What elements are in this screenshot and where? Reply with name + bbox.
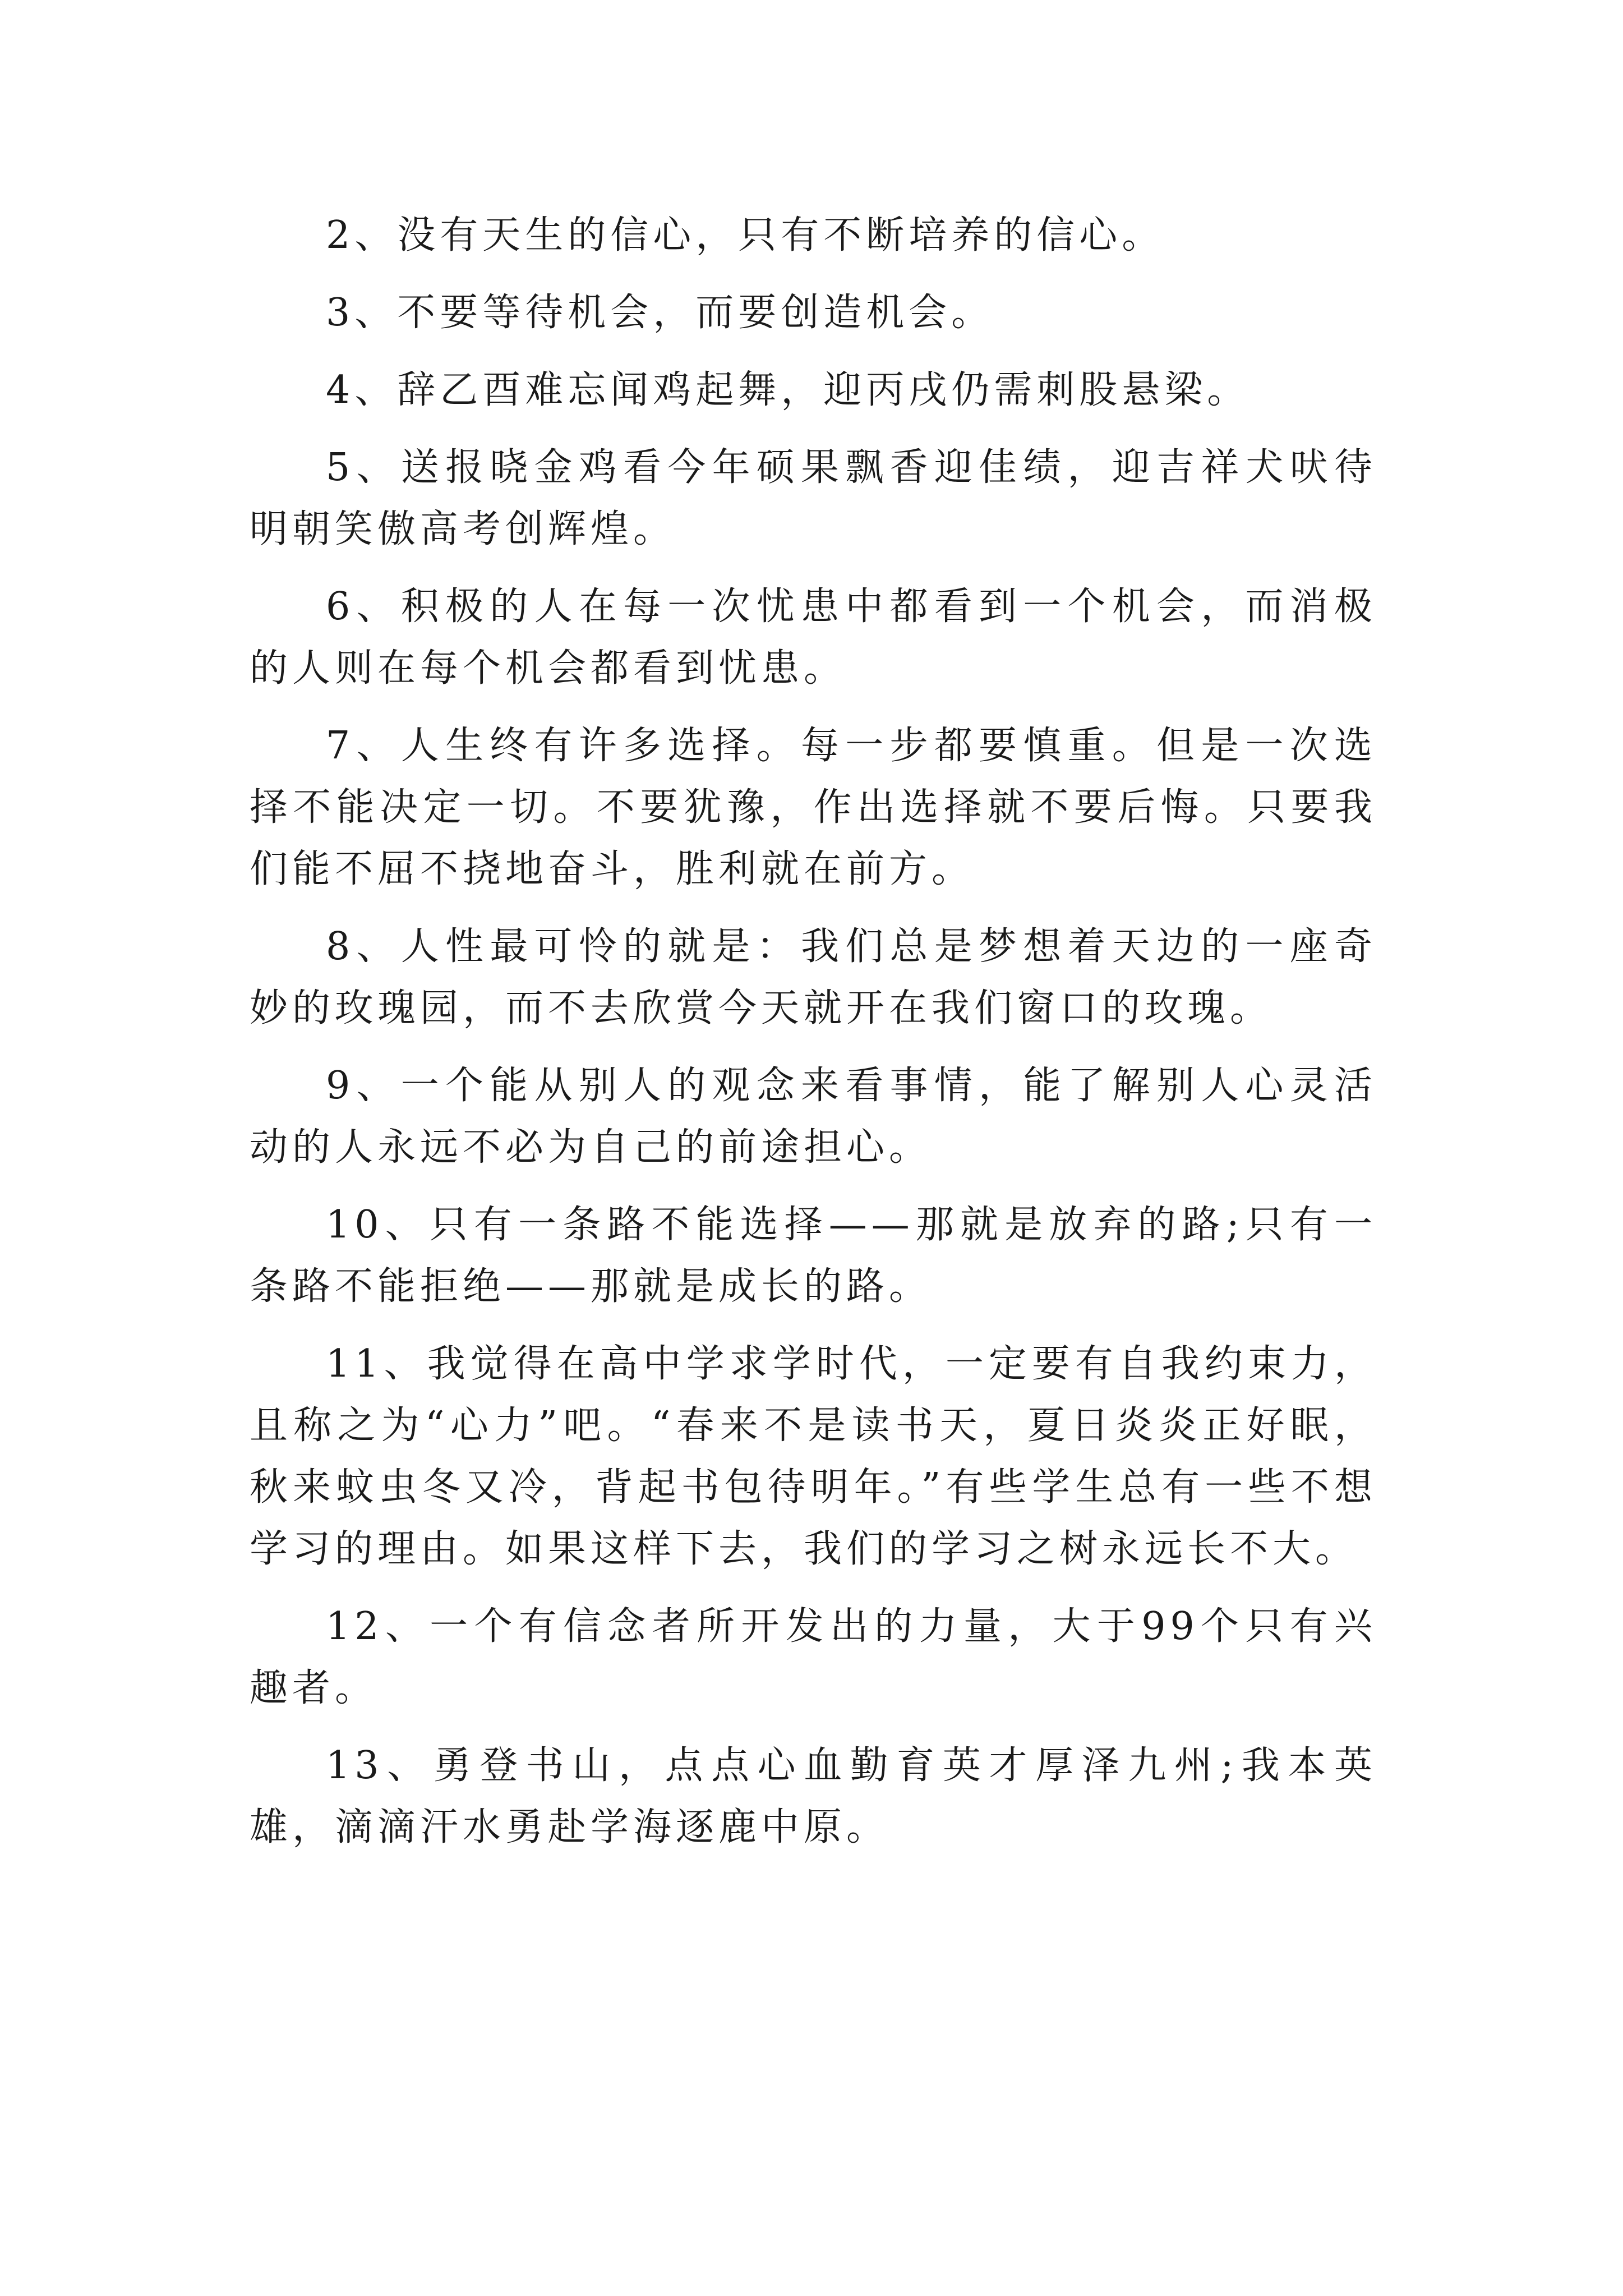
paragraph-13: 13、勇登书山，点点心血勤育英才厚泽九州;我本英雄，滴滴汗水勇赴学海逐鹿中原。 (250, 1743, 1377, 1849)
paragraph-6: 6、积极的人在每一次忧患中都看到一个机会，而消极的人则在每个机会都看到忧患。 (250, 585, 1377, 691)
paragraph-4: 4、辞乙酉难忘闻鸡起舞，迎丙戌仍需刺股悬梁。 (326, 368, 1250, 412)
paragraph-3: 3、不要等待机会，而要创造机会。 (326, 291, 994, 335)
paragraph-5: 5、送报晓金鸡看今年硕果飘香迎佳绩，迎吉祥犬吠待明朝笑傲高考创辉煌。 (250, 445, 1377, 551)
paragraph-10: 10、只有一条路不能选择——那就是放弃的路;只有一条路不能拒绝——那就是成长的路。 (250, 1203, 1377, 1309)
paragraph-9: 9、一个能从别人的观念来看事情，能了解别人心灵活动的人永远不必为自己的前途担心。 (250, 1064, 1377, 1170)
paragraph-11: 11、我觉得在高中学求学时代，一定要有自我约束力，且称之为“心力”吧。“春来不是读书天，夏日炎炎正好眠，秋来蚊虫冬又冷，背起书包待明年。”有些学生总有一些不想学习的理由。如果这样下去，我们的学习之树永远长不大。 (250, 1342, 1377, 1571)
paragraph-8: 8、人性最可怜的就是：我们总是梦想着天边的一座奇妙的玫瑰园，而不去欣赏今天就开在我们窗口的玫瑰。 (250, 924, 1377, 1030)
paragraph-7: 7、人生终有许多选择。每一步都要慎重。但是一次选择不能决定一切。不要犹豫，作出选择就不要后悔。只要我们能不屈不挠地奋斗，胜利就在前方。 (250, 724, 1377, 891)
document-body (250, 205, 1377, 1874)
paragraph-2: 2、没有天生的信心，只有不断培养的信心。 (326, 213, 1165, 257)
paragraph-12: 12、一个有信念者所开发出的力量，大于99个只有兴趣者。 (250, 1604, 1377, 1710)
